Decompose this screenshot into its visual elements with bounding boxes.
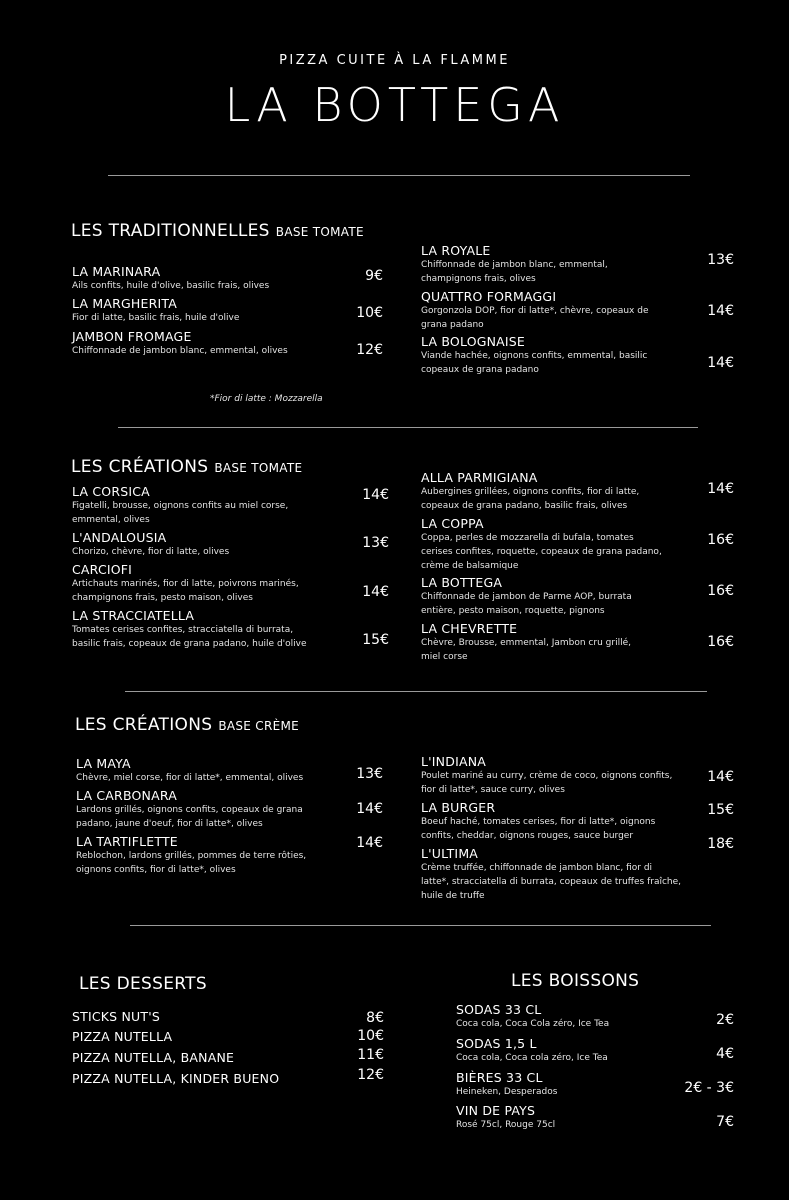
drink-name: SODAS 1,5 L (456, 1036, 537, 1051)
desserts-title: LES DESSERTS (79, 974, 207, 994)
item-description: Poulet mariné au curry, crème de coco, oignons confits, (421, 771, 673, 781)
menu-item (76, 756, 303, 785)
dessert-price: 8€ (366, 1010, 384, 1026)
item-description: latte*, stracciatella di burrata, copeaux de truffes fraîche, (421, 877, 682, 887)
item-price: 18€ (707, 836, 734, 852)
section-title (75, 715, 299, 735)
dessert-price: 11€ (357, 1047, 384, 1063)
item-description: entière, pesto maison, roquette, pignons (421, 606, 605, 616)
section-base: BASE TOMATE (214, 461, 303, 475)
menu-item (76, 788, 303, 831)
item-description: confits, cheddar, oignons rouges, sauce burger (421, 831, 634, 841)
item-description: Ails confits, huile d'olive, basilic frais, olives (72, 281, 270, 291)
divider-1 (108, 175, 690, 176)
menu-item (72, 562, 299, 605)
item-description: Chiffonnade de jambon de Parme AOP, burrata (421, 592, 632, 602)
item-name: LA COPPA (421, 516, 484, 531)
section-title (71, 457, 302, 477)
dessert-name: PIZZA NUTELLA, BANANE (72, 1050, 235, 1065)
item-description: Crème truffée, chiffonnade de jambon blanc, fior di (421, 863, 653, 873)
item-description: padano, jaune d'oeuf, fior di latte*, olives (76, 819, 263, 829)
drinks-title: LES BOISSONS (511, 971, 640, 991)
item-name: QUATTRO FORMAGGI (421, 289, 557, 304)
item-name: LA MARGHERITA (72, 296, 177, 311)
section-title (71, 221, 364, 241)
menu-item (421, 846, 681, 903)
item-description: grana padano (421, 320, 484, 330)
item-price: 14€ (356, 835, 383, 851)
item-name: LA BOTTEGA (421, 575, 503, 590)
item-description: Viande hachée, oignons confits, emmental, basilic (421, 351, 648, 361)
item-name: LA CORSICA (72, 484, 150, 499)
item-description: Chorizo, chèvre, fior di latte, olives (72, 547, 230, 557)
menu-item (421, 334, 647, 377)
menu-item (76, 834, 306, 877)
dessert-price: 10€ (357, 1028, 384, 1044)
item-description: Artichauts marinés, fior di latte, poivrons marinés, (72, 579, 299, 589)
item-name: LA BURGER (421, 800, 496, 815)
menu-item (421, 243, 608, 286)
item-name: ALLA PARMIGIANA (421, 470, 538, 485)
menu-item (421, 621, 631, 664)
item-name: LA MARINARA (72, 264, 161, 279)
item-name: LA TARTIFLETTE (76, 834, 178, 849)
item-description: Boeuf haché, tomates cerises, fior di latte*, oignons (421, 817, 656, 827)
menu-item (421, 575, 632, 618)
menu-item (421, 516, 662, 573)
restaurant-title: LA BOTTEGA (224, 78, 565, 132)
item-description: crème de balsamique (421, 561, 519, 571)
item-price: 13€ (707, 252, 734, 268)
drink-price: 2€ (716, 1012, 734, 1028)
item-price: 15€ (707, 802, 734, 818)
footnote: *Fior di latte : Mozzarella (210, 394, 323, 404)
item-name: CARCIOFI (72, 562, 133, 577)
section-title-text: LES TRADITIONNELLES (71, 221, 270, 241)
item-price: 10€ (356, 305, 383, 321)
item-price: 13€ (362, 535, 389, 551)
item-description: Lardons grillés, oignons confits, copeaux de grana (76, 805, 303, 815)
tagline: PIZZA CUITE À LA FLAMME (279, 53, 510, 68)
menu-item (421, 754, 672, 797)
item-description: copeaux de grana padano, basilic frais, olives (421, 501, 628, 511)
item-name: LA BOLOGNAISE (421, 334, 526, 349)
item-name: LA CHEVRETTE (421, 621, 518, 636)
item-description: oignons confits, fior di latte*, olives (76, 865, 236, 875)
menu-item (72, 608, 307, 651)
drink-item (456, 1070, 557, 1099)
item-price: 14€ (362, 487, 389, 503)
item-description: emmental, olives (72, 515, 150, 525)
drink-description: Coca cola, Coca Cola zéro, Ice Tea (456, 1019, 610, 1029)
item-price: 14€ (707, 481, 734, 497)
item-description: Chèvre, Brousse, emmental, Jambon cru grillé, (421, 638, 631, 648)
item-name: LA STRACCIATELLA (72, 608, 195, 623)
item-description: fior di latte*, sauce curry, olives (421, 785, 565, 795)
divider-2 (118, 427, 698, 428)
menu-item (421, 289, 649, 332)
section-title-text: LES CRÉATIONS (75, 715, 213, 735)
menu-item (72, 484, 288, 527)
item-price: 14€ (707, 769, 734, 785)
menu-item (72, 296, 239, 325)
item-price: 9€ (365, 268, 383, 284)
dessert-price: 12€ (357, 1067, 384, 1083)
item-price: 13€ (356, 766, 383, 782)
drink-price: 2€ - 3€ (684, 1080, 734, 1096)
drink-description: Rosé 75cl, Rouge 75cl (456, 1120, 556, 1130)
divider-4 (130, 925, 711, 926)
item-name: L'INDIANA (421, 754, 487, 769)
item-price: 14€ (707, 303, 734, 319)
item-description: Coppa, perles de mozzarella di bufala, tomates (421, 533, 634, 543)
item-description: Aubergines grillées, oignons confits, fior di latte, (421, 487, 640, 497)
item-description: champignons frais, olives (421, 274, 536, 284)
drink-price: 7€ (716, 1114, 734, 1130)
item-description: Chiffonnade de jambon blanc, emmental, (421, 260, 608, 270)
drink-item (456, 1103, 555, 1132)
item-price: 16€ (707, 583, 734, 599)
dessert-name: PIZZA NUTELLA, KINDER BUENO (72, 1071, 280, 1086)
item-name: JAMBON FROMAGE (72, 329, 192, 344)
item-description: Tomates cerises confites, stracciatella di burrata, (72, 625, 294, 635)
item-price: 12€ (356, 342, 383, 358)
item-price: 14€ (356, 801, 383, 817)
menu-item (72, 530, 229, 559)
item-price: 14€ (362, 584, 389, 600)
dessert-name: STICKS NUT'S (72, 1009, 160, 1024)
menu-item (72, 264, 269, 293)
item-description: copeaux de grana padano (421, 365, 539, 375)
drink-name: SODAS 33 CL (456, 1002, 542, 1017)
drink-price: 4€ (716, 1046, 734, 1062)
item-description: miel corse (421, 652, 468, 662)
item-description: champignons frais, pesto maison, olives (72, 593, 253, 603)
drink-name: BIÈRES 33 CL (456, 1070, 543, 1085)
drink-item (456, 1036, 608, 1065)
menu-item (72, 329, 288, 358)
menu-item (421, 470, 639, 513)
item-name: LA ROYALE (421, 243, 491, 258)
item-description: basilic frais, copeaux de grana padano, huile d'olive (72, 639, 307, 649)
drink-name: VIN DE PAYS (456, 1103, 536, 1118)
item-price: 14€ (707, 355, 734, 371)
divider-3 (125, 691, 707, 692)
drink-item (456, 1002, 609, 1031)
section-base: BASE TOMATE (275, 225, 364, 239)
section-title-text: LES CRÉATIONS (71, 457, 209, 477)
menu-item (421, 800, 655, 843)
dessert-name: PIZZA NUTELLA (72, 1029, 173, 1044)
item-name: L'ULTIMA (421, 846, 479, 861)
item-description: cerises confites, roquette, copeaux de grana padano, (421, 547, 662, 557)
item-price: 15€ (362, 632, 389, 648)
item-price: 16€ (707, 532, 734, 548)
item-description: Figatelli, brousse, oignons confits au miel corse, (72, 501, 289, 511)
item-description: Reblochon, lardons grillés, pommes de terre rôties, (76, 851, 307, 861)
drink-description: Heineken, Desperados (456, 1087, 558, 1097)
item-name: LA MAYA (76, 756, 131, 771)
item-description: Fior di latte, basilic frais, huile d'olive (72, 313, 240, 323)
item-name: L'ANDALOUSIA (72, 530, 167, 545)
item-description: Chiffonnade de jambon blanc, emmental, olives (72, 346, 288, 356)
item-name: LA CARBONARA (76, 788, 177, 803)
item-description: Chèvre, miel corse, fior di latte*, emmental, olives (76, 773, 304, 783)
item-description: Gorgonzola DOP, fior di latte*, chèvre, copeaux de (421, 306, 649, 316)
item-price: 16€ (707, 634, 734, 650)
item-description: huile de truffe (421, 891, 485, 901)
drink-description: Coca cola, Coca cola zéro, Ice Tea (456, 1053, 608, 1063)
section-base: BASE CRÈME (218, 719, 300, 733)
